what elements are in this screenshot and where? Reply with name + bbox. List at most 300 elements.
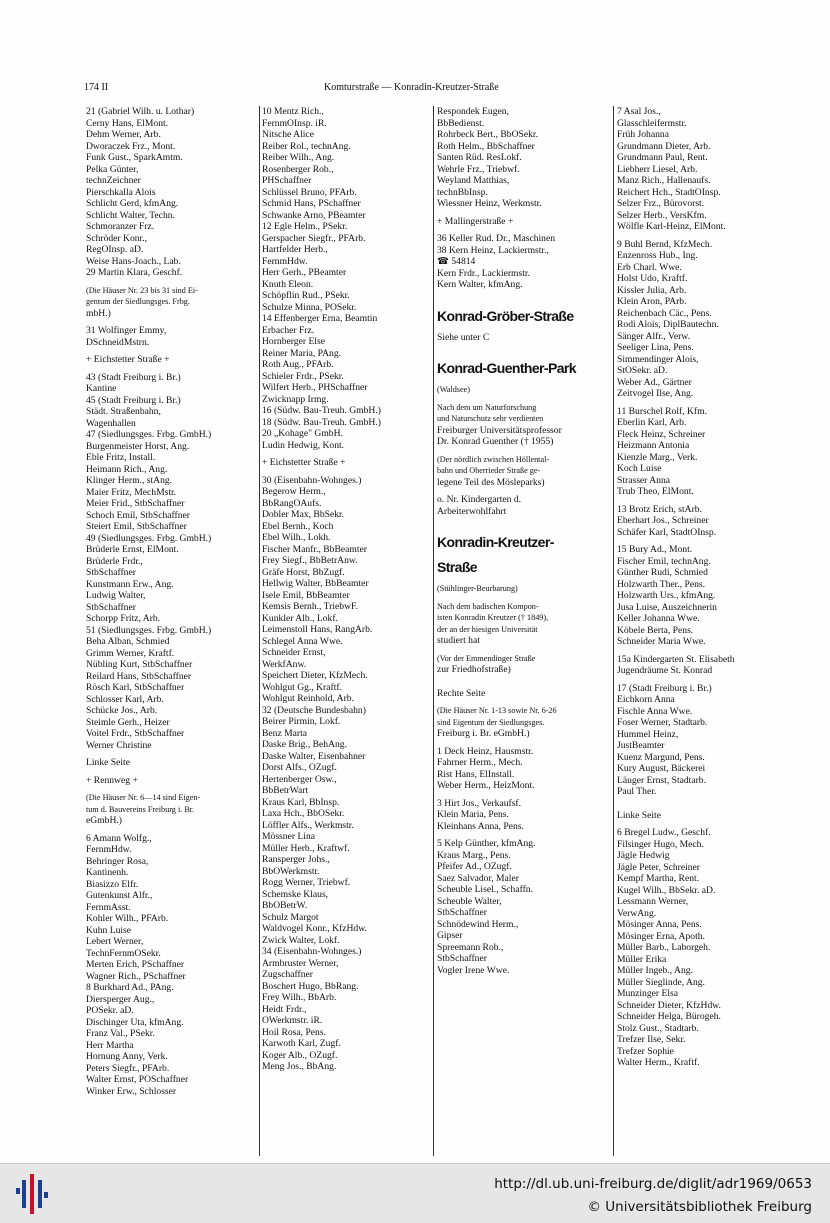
directory-line: Rohrbeck Bert., BbOSekr.: [437, 129, 538, 140]
directory-line: StbSchaffner: [86, 601, 136, 613]
directory-line: Trefzer Ilse, Sekr.: [617, 1034, 686, 1045]
directory-line: 14 Effenberger Erna, Beamtin: [262, 313, 378, 324]
directory-line: Hornung Anny, Verk.: [86, 1051, 168, 1062]
directory-line: 34 (Eisenbahn-Wohnges.): [262, 946, 362, 957]
directory-line: Lebert Werner,: [86, 936, 144, 947]
directory-line: Cerny Hans, ElMont.: [86, 117, 169, 129]
directory-line: Heizmann Antonia: [617, 440, 690, 451]
directory-line: Reiber Wilh., Ang.: [262, 152, 335, 163]
directory-line: Reiber Rol., technAng.: [262, 140, 351, 152]
directory-line: 30 (Eisenbahn-Wohnges.): [262, 474, 362, 486]
directory-line: Foser Werner, Stadtarb.: [617, 717, 708, 728]
directory-line: Waldvogel Konr., KfzHdw.: [262, 923, 367, 934]
directory-line: Brüderle Frdr.,: [86, 555, 143, 567]
directory-line: 16 (Südw. Bau-Treuh. GmbH.): [262, 405, 381, 416]
directory-line: 15 Bury Ad., Mont.: [617, 544, 693, 555]
directory-line: Eble Fritz, Install.: [86, 452, 156, 463]
directory-line: Schneider Helga, Bürogeh.: [617, 1011, 721, 1022]
directory-line: Trefzer Sophie: [617, 1045, 674, 1057]
directory-line: 6 Bregel Ludw., Geschf.: [617, 827, 711, 838]
directory-line: Zugschaffner: [262, 969, 313, 980]
directory-column-2: [262, 106, 430, 1073]
directory-line: 9 Buhl Bernd, KfzMech.: [617, 238, 713, 250]
directory-line: BbBetrWart: [262, 785, 309, 796]
directory-line: 1 Deck Heinz, Hausmstr.: [437, 745, 534, 757]
directory-line: Leimenstoll Hans, RangArb.: [262, 624, 373, 635]
directory-line: Grundmann Dieter, Arb.: [617, 140, 711, 152]
directory-line: (Die Häuser Nr. 23 bis 31 sind Ei-: [86, 285, 198, 295]
directory-line: Isele Emil, BbBeamter: [262, 589, 350, 601]
directory-line: Diersperger Aug.,: [86, 993, 155, 1005]
directory-line: Kern Walter, kfmAng.: [437, 279, 523, 290]
directory-line: Köbele Berta, Pens.: [617, 624, 694, 636]
directory-line: Peters Siegfr., PFArb.: [86, 1062, 170, 1074]
directory-line: + Eichstetter Straße +: [86, 354, 170, 365]
directory-line: Weber Ad., Gärtner: [617, 376, 692, 388]
directory-line: Herr Martha: [86, 1039, 134, 1051]
directory-line: Hellwig Walter, BbBeamter: [262, 578, 369, 589]
viewer-footer: [0, 1163, 830, 1223]
directory-line: Pfeifer Ad., OZugf.: [437, 861, 512, 872]
directory-line: Freiburg i. Br. eGmbH.): [437, 728, 530, 739]
directory-line: Boschert Hugo, BbRang.: [262, 980, 359, 992]
directory-line: 10 Mentz Rich.,: [262, 106, 324, 117]
directory-line: Laxa Hch., BbOSekr.: [262, 808, 345, 819]
directory-line: Rösch Karl, StbSchaffner: [86, 682, 185, 693]
directory-line: Schücke Jos., Arb.: [86, 705, 158, 716]
directory-line: Kantine: [86, 383, 117, 394]
directory-line: Seeliger Lina, Pens.: [617, 342, 694, 353]
directory-line: Klinger Herm., stAng.: [86, 475, 173, 486]
directory-line: o. Nr. Kindergarten d.: [437, 494, 522, 505]
directory-line: Keller Johanna Wwe.: [617, 613, 700, 624]
directory-line: 32 (Deutsche Bundesbahn): [262, 704, 366, 716]
street-heading: Konradin-Kreutzer-: [437, 534, 554, 550]
directory-line: Liebherr Liesel, Arb.: [617, 163, 698, 175]
directory-line: Daske Walter, Eisenbahner: [262, 750, 366, 762]
directory-line: Daske Brig., BehAng.: [262, 739, 347, 750]
directory-line: Klein Aron, PArb.: [617, 296, 687, 307]
directory-line: Gipser: [437, 930, 463, 941]
directory-line: Werner Christine: [86, 739, 152, 751]
directory-line: Jägle Peter, Schreiner: [617, 861, 700, 873]
directory-line: Schlosser Karl, Arb.: [86, 693, 164, 705]
directory-line: Dr. Konrad Guenther († 1955): [437, 436, 554, 447]
directory-line: Grimm Werner, Kraftf.: [86, 647, 175, 659]
directory-column-3: [437, 106, 611, 976]
directory-line: Grundmann Paul, Rent.: [617, 152, 708, 163]
directory-line: Wilfert Herb., PHSchaffner: [262, 382, 368, 393]
directory-line: Wiessner Heinz, Werkmstr.: [437, 198, 542, 209]
directory-line: Hummel Heinz,: [617, 728, 679, 740]
directory-line: tum d. Bauvereins Freiburg i. Br.: [86, 804, 195, 814]
directory-line: (Vor der Emmendinger Straße: [437, 653, 536, 663]
page-number: 174 II: [84, 82, 109, 93]
directory-line: Weyland Matthias,: [437, 175, 510, 186]
directory-line: Kempf Martha, Rent.: [617, 873, 700, 884]
directory-line: Gerspacher Siegfr., PFArb.: [262, 232, 366, 244]
directory-line: Eberhart Jos., Schreiner: [617, 515, 709, 526]
directory-line: Kury August, Bäckerei: [617, 763, 706, 774]
directory-line: Walter Herm., Kraftf.: [617, 1057, 700, 1068]
directory-line: Schemske Klaus,: [262, 888, 329, 900]
directory-line: Benz Marta: [262, 727, 308, 739]
directory-line: BbRangOAufs.: [262, 497, 322, 509]
directory-line: Schulze Minna, POSekr.: [262, 301, 357, 313]
directory-line: Sänger Alfr., Verw.: [617, 330, 691, 342]
directory-line: (Der nördlich zwischen Höllental-: [437, 454, 550, 464]
directory-line: Maier Fritz, MechMstr.: [86, 486, 177, 498]
directory-line: Wagner Rich., PSchaffner: [86, 970, 186, 982]
directory-line: Dehm Werner, Arb.: [86, 129, 161, 140]
directory-line: OWerkmstr. iR.: [262, 1015, 323, 1026]
directory-line: Wehrle Frz., Triebwf.: [437, 163, 520, 175]
spacer: [437, 349, 611, 355]
directory-line: studiert hat: [437, 635, 480, 646]
directory-line: Dworaczek Frz., Mont.: [86, 140, 176, 152]
directory-line: eGmbH.): [86, 815, 122, 826]
directory-line: Dobler Max, BbSekr.: [262, 509, 345, 520]
directory-line: Armbruster Werner,: [262, 957, 339, 969]
directory-line: Schulz Margot: [262, 911, 319, 923]
directory-line: Reichert Hch., StadtOInsp.: [617, 186, 721, 198]
directory-line: gentum der Siedlungsges. Frbg.: [86, 297, 190, 306]
directory-line: Frey Siegf., BbBetrAnw.: [262, 555, 358, 566]
directory-line: Trub Theo, ElMont.: [617, 486, 694, 497]
directory-line: (Waldsee): [437, 385, 470, 394]
directory-line: Scheuble Walter,: [437, 895, 502, 907]
directory-line: Früh Johanna: [617, 129, 669, 140]
directory-line: Kunkler Alb., Lokf.: [262, 612, 338, 624]
directory-line: Lessmann Werner,: [617, 896, 689, 907]
directory-line: Fischer Emil, technAng.: [617, 555, 711, 567]
directory-line: StbSchaffner: [437, 907, 487, 918]
directory-line: Schlegel Anna Wwe.: [262, 635, 343, 647]
directory-line: Schlicht Walter, Techn.: [86, 209, 175, 221]
directory-line: + Eichstetter Straße +: [262, 457, 346, 468]
street-heading: Konrad-Gröber-Straße: [437, 307, 574, 324]
directory-line: 45 (Stadt Freiburg i. Br.): [86, 394, 181, 406]
directory-line: 3 Hirt Jos., Verkaufsf.: [437, 797, 522, 809]
directory-line: BbBedienst.: [437, 117, 485, 129]
directory-line: StOSekr. aD.: [617, 365, 668, 376]
directory-line: Begerow Herm.,: [262, 486, 326, 497]
directory-line: 49 (Siedlungsges. Frbg. GmbH.): [86, 532, 212, 544]
directory-line: Rodi Alois, DiplBautechn.: [617, 319, 719, 330]
directory-line: Schnödewind Herm.,: [437, 918, 519, 930]
directory-line: 11 Burschel Rolf, Kfm.: [617, 405, 707, 417]
directory-line: Wagenhallen: [86, 417, 136, 429]
directory-line: Munzinger Elsa: [617, 988, 679, 999]
directory-line: Reiner Maria, PAng.: [262, 347, 342, 359]
directory-line: Koger Alb., OZugf.: [262, 1049, 338, 1061]
directory-line: Müller Herb., Kraftwf.: [262, 842, 350, 854]
directory-line: technZeichner: [86, 175, 141, 186]
directory-line: Stolz Gust., Stadtarb.: [617, 1022, 699, 1034]
directory-line: bahn und Oberrieder Straße ge-: [437, 466, 541, 475]
directory-line: POSekr. aD.: [86, 1005, 134, 1016]
directory-line: Simmendinger Alois,: [617, 353, 699, 365]
directory-line: Roth Helm., BbSchaffner: [437, 140, 535, 152]
directory-line: Schlüssel Bruno, PFArb.: [262, 186, 357, 198]
directory-line: Weise Hans-Joach., Lab.: [86, 255, 181, 267]
directory-line: 47 (Siedlungsges. Frbg. GmbH.): [86, 429, 212, 440]
directory-line: Freiburger Universitätsprofessor: [437, 424, 562, 436]
directory-line: Kraus Marg., Pens.: [437, 849, 511, 861]
directory-line: 29 Martin Klara, Geschf.: [86, 267, 183, 278]
directory-line: sind Eigentum der Siedlungsges.: [437, 717, 545, 727]
directory-line: 38 Kern Heinz, Lackiermstr.,: [437, 244, 549, 256]
directory-line: Zwick Walter, Lokf.: [262, 934, 340, 946]
directory-line: isten Konradin Kreutzer († 1849),: [437, 613, 549, 622]
directory-line: Gräfe Horst, BbZugf.: [262, 566, 345, 578]
directory-line: 12 Egle Helm., PSekr.: [262, 221, 348, 232]
street-heading: Straße: [437, 559, 477, 575]
directory-line: Behringer Rosa,: [86, 855, 149, 867]
directory-line: Günther Rudi, Schmied: [617, 567, 708, 578]
directory-line: Holzwarth Urs., kfmAng.: [617, 590, 716, 601]
directory-line: Jusa Luise, Auszeichnerin: [617, 601, 717, 613]
directory-line: Kissler Julia, Arb.: [617, 284, 687, 296]
directory-line: Zwicknapp Irmg.: [262, 393, 329, 405]
directory-line: Müller Sieglinde, Ang.: [617, 976, 705, 988]
directory-line: WerkfAnw.: [262, 658, 307, 670]
directory-line: Kantinenh.: [86, 867, 129, 878]
directory-line: Respondek Eugen,: [437, 106, 509, 117]
directory-line: Fischer Manfr., BbBeamter: [262, 543, 367, 555]
directory-line: VerwAng.: [617, 907, 657, 919]
directory-line: Kugel Wilh., BbSekr. aD.: [617, 884, 716, 896]
directory-line: Weber Herm., HeizMont.: [437, 780, 535, 791]
directory-line: Merten Erich, PSchaffner: [86, 959, 185, 970]
directory-line: Funk Gust., SparkAmtm.: [86, 152, 183, 163]
directory-line: 6 Amann Wolfg.,: [86, 832, 152, 844]
directory-line: Ludwig Walter,: [86, 590, 146, 601]
directory-line: Ransperger Johs.,: [262, 854, 330, 865]
copyright-notice: © Universitätsbibliothek Freiburg: [587, 1199, 812, 1215]
directory-line: Kraus Karl, BbInsp.: [262, 796, 340, 808]
directory-line: Strasser Anna: [617, 474, 671, 486]
permalink-url[interactable]: http://dl.ub.uni-freiburg.de/diglit/adr1969/0653: [494, 1176, 812, 1192]
directory-line: Schneider Dieter, KfzHdw.: [617, 999, 721, 1011]
directory-line: Schäfer Karl, StadtOInsp.: [617, 526, 717, 538]
directory-line: Selzer Frz., Bürovorst.: [617, 198, 705, 209]
directory-line: Nach dem badischen Kompon-: [437, 601, 539, 611]
directory-line: Frey Wilh., BbArb.: [262, 992, 337, 1003]
directory-line: Schorpp Fritz, Arb.: [86, 613, 161, 624]
directory-line: Eberlin Karl, Arb.: [617, 417, 687, 428]
directory-line: + Rennweg +: [86, 774, 138, 786]
directory-line: Schieler Frdr., PSekr.: [262, 370, 344, 382]
directory-line: BbOWerkmstr.: [262, 865, 320, 877]
directory-line: Mösinger Anna, Pens.: [617, 919, 702, 930]
directory-line: Glasschleifermstr.: [617, 117, 687, 129]
directory-line: Ebel Wilh., Lokh.: [262, 532, 331, 543]
directory-line: Kunstmann Erw., Ang.: [86, 578, 174, 590]
directory-line: Kienzle Marg., Verk.: [617, 451, 698, 463]
directory-line: Beha Alban, Schmied: [86, 636, 170, 647]
directory-line: Karwoth Karl, Zugf.: [262, 1038, 341, 1049]
directory-line: Rechte Seite: [437, 687, 486, 699]
directory-line: Jugendräume St. Konrad: [617, 665, 713, 676]
directory-line: Wohlgut Gg., Kraftf.: [262, 681, 342, 693]
directory-line: 20 „Kohage" GmbH.: [262, 428, 343, 439]
directory-line: Schoch Emil, StbSchaffner: [86, 509, 191, 521]
directory-line: Fahrner Herm., Mech.: [437, 757, 523, 768]
directory-line: 7 Asal Jos.,: [617, 106, 661, 117]
directory-line: Schlicht Gerd, kfmAng.: [86, 198, 179, 209]
directory-line: + Mallingerstraße +: [437, 215, 514, 227]
directory-line: Nitsche Alice: [262, 129, 314, 140]
directory-line: Schmid Hans, PSchaffner: [262, 198, 361, 209]
university-library-logo: [12, 1172, 52, 1216]
directory-line: Ebel Bernh., Koch: [262, 520, 334, 532]
directory-line: 51 (Siedlungsges. Frbg. GmbH.): [86, 624, 212, 636]
running-title: Komturstraße — Konradin-Kreutzer-Straße: [324, 82, 499, 93]
directory-line: Nach dem um Naturforschung: [437, 402, 537, 412]
directory-line: Kemsis Bernh., TriebwF.: [262, 601, 358, 612]
directory-line: 31 Wolfinger Emmy,: [86, 325, 167, 336]
directory-line: Jägle Hedwig: [617, 850, 670, 861]
directory-line: 18 (Südw. Bau-Treuh. GmbH.): [262, 416, 381, 428]
directory-line: Beirer Pirmin, Lokf.: [262, 716, 341, 727]
directory-line: RegOInsp. aD.: [86, 244, 144, 255]
directory-line: legene Teil des Mösleparks): [437, 476, 545, 488]
directory-line: (Die Häuser Nr. 6—14 sind Eigen-: [86, 793, 201, 802]
directory-line: und Naturschutz sehr verdienten: [437, 414, 544, 423]
directory-line: 15a Kindergarten St. Elisabeth: [617, 653, 735, 665]
directory-line: Kern Frdr., Lackiermstr.: [437, 267, 530, 279]
directory-line: Roth Aug., PFArb.: [262, 359, 334, 370]
directory-line: Brüderle Ernst, ElMont.: [86, 544, 179, 555]
column-divider: [259, 106, 260, 1156]
directory-line: Dischinger Uta, kfmAng.: [86, 1016, 184, 1028]
directory-line: Pierschkalla Alois: [86, 186, 156, 198]
directory-line: Hartfelder Herb.,: [262, 244, 328, 255]
directory-line: 13 Brotz Erich, stArb.: [617, 503, 702, 515]
directory-line: Fischle Anna Wwe.: [617, 705, 693, 717]
directory-line: Filsinger Hugo, Mech.: [617, 838, 704, 850]
directory-line: Rogg Werner, Triebwf.: [262, 877, 351, 888]
directory-line: Knuth Eleon.: [262, 278, 314, 290]
directory-line: Klein Maria, Pens.: [437, 809, 509, 820]
directory-line: StbSchaffner: [86, 567, 136, 578]
directory-line: Linke Seite: [86, 757, 130, 768]
directory-line: Arbeiterwohlfahrt: [437, 505, 507, 517]
directory-line: Kuenz Margund, Pens.: [617, 751, 705, 763]
directory-line: Müller Ingeb., Ang.: [617, 965, 693, 976]
directory-line: 21 (Gabriel Wilh. u. Lothar): [86, 106, 195, 117]
directory-line: Holzwarth Ther., Pens.: [617, 578, 706, 590]
directory-line: Läuger Ernst, Stadtarb.: [617, 774, 706, 786]
directory-line: Kleinhans Anna, Pens.: [437, 820, 524, 832]
directory-line: 17 (Stadt Freiburg i. Br.): [617, 682, 712, 694]
directory-line: Steimle Gerh., Heizer: [86, 716, 170, 728]
column-divider: [613, 106, 614, 1156]
directory-line: Reilard Hans, StbSchaffner: [86, 670, 192, 682]
directory-line: Müller Erika: [617, 953, 667, 965]
directory-line: Herr Gerh., PBeamter: [262, 267, 347, 278]
directory-line: Scheuble Lisel., Schaffn.: [437, 884, 534, 895]
directory-line: technBbInsp.: [437, 186, 488, 198]
directory-line: Speichert Dieter, KfzMech.: [262, 670, 368, 681]
directory-line: JustBeamter: [617, 740, 665, 751]
directory-line: Nübling Kurt, StbSchaffner: [86, 659, 193, 670]
directory-line: FernmOInsp. iR.: [262, 117, 327, 129]
directory-line: Mössner Lina: [262, 831, 316, 842]
directory-line: Eichkorn Anna: [617, 694, 675, 705]
directory-line: 8 Burkhard Ad., PAng.: [86, 982, 174, 993]
directory-line: Biasizzo Elfr.: [86, 878, 139, 890]
directory-line: Schneider Ernst,: [262, 647, 326, 658]
directory-line: Mösinger Erna, Apoth.: [617, 930, 705, 942]
directory-line: Heidt Frdr.,: [262, 1003, 307, 1015]
directory-line: Rosenberger Rob.,: [262, 163, 334, 175]
directory-line: (Die Häuser Nr. 1-13 sowie Nr. 6-26: [437, 706, 557, 715]
directory-line: ☎ 54814: [437, 256, 476, 267]
directory-line: Manz Rich., Hallenaufs.: [617, 175, 711, 186]
directory-line: Burgenmeister Horst, Ang.: [86, 440, 190, 452]
directory-line: Rist Hans, ElInstall.: [437, 768, 515, 780]
directory-line: DSchneidMstrn.: [86, 336, 150, 348]
directory-line: Müller Barb., Laborgeh.: [617, 942, 711, 953]
directory-line: Meier Frid., StbSchaffner: [86, 498, 185, 509]
directory-column-4: [617, 106, 787, 1069]
directory-line: Fleck Heinz, Schreiner: [617, 428, 706, 440]
directory-line: FernmAsst.: [86, 901, 131, 913]
directory-line: Gutenkunst Alfr.,: [86, 890, 153, 901]
directory-line: Hoil Rosa, Pens.: [262, 1026, 326, 1038]
directory-line: TechnFernmOSekr.: [86, 947, 161, 959]
directory-line: Kuhn Luise: [86, 924, 132, 936]
directory-line: Santen Rüd. ResLokf.: [437, 152, 522, 163]
directory-line: Erbacher Frz.: [262, 324, 315, 336]
directory-line: Schmoranzer Frz.: [86, 221, 155, 232]
directory-line: Holst Udo, Kraftf.: [617, 273, 688, 284]
directory-line: 5 Kelp Günther, kfmAng.: [437, 838, 536, 849]
directory-line: Schwanke Arno, PBeamter: [262, 209, 366, 221]
directory-line: Erb Charl. Wwe.: [617, 261, 682, 273]
directory-line: Enzenross Hub., Ing.: [617, 250, 698, 261]
directory-line: Hertenberger Osw.,: [262, 773, 337, 785]
directory-column-1: [86, 106, 258, 1097]
directory-line: Heimann Rich., Ang.: [86, 463, 168, 475]
directory-line: Paul Ther.: [617, 786, 657, 797]
directory-line: BbOBetrW.: [262, 900, 308, 911]
directory-line: Pelka Günter,: [86, 163, 139, 175]
directory-line: Zeitvogel Ilse, Ang.: [617, 388, 694, 399]
directory-line: Schröder Konr.,: [86, 232, 148, 244]
directory-line: Meng Jos., BbAng.: [262, 1061, 337, 1072]
directory-line: Wohlgut Reinhold, Arb.: [262, 693, 354, 704]
directory-line: Walter Ernst, POSchaffner: [86, 1074, 189, 1085]
spacer: [437, 297, 611, 303]
directory-line: Voitel Frdr., StbSchaffner: [86, 728, 185, 739]
directory-line: Kohler Wilh., PFArb.: [86, 913, 169, 924]
directory-line: Franz Val., PSekr.: [86, 1028, 155, 1039]
directory-line: zur Friedhofstraße): [437, 664, 511, 675]
directory-line: Spreemann Rob.,: [437, 941, 504, 953]
street-heading: Konrad-Guenther-Park: [437, 360, 576, 376]
directory-line: (Stühlinger-Beurbarung): [437, 584, 518, 593]
directory-line: Städt. Straßenbahn,: [86, 406, 161, 417]
directory-line: Linke Seite: [617, 809, 661, 821]
directory-line: Koch Luise: [617, 463, 662, 474]
directory-line: mbH.): [86, 307, 111, 319]
directory-line: Winker Erw., Schlosser: [86, 1085, 177, 1097]
directory-line: 43 (Stadt Freiburg i. Br.): [86, 371, 181, 383]
directory-line: Löffler Alfs., Werkmstr.: [262, 819, 354, 831]
